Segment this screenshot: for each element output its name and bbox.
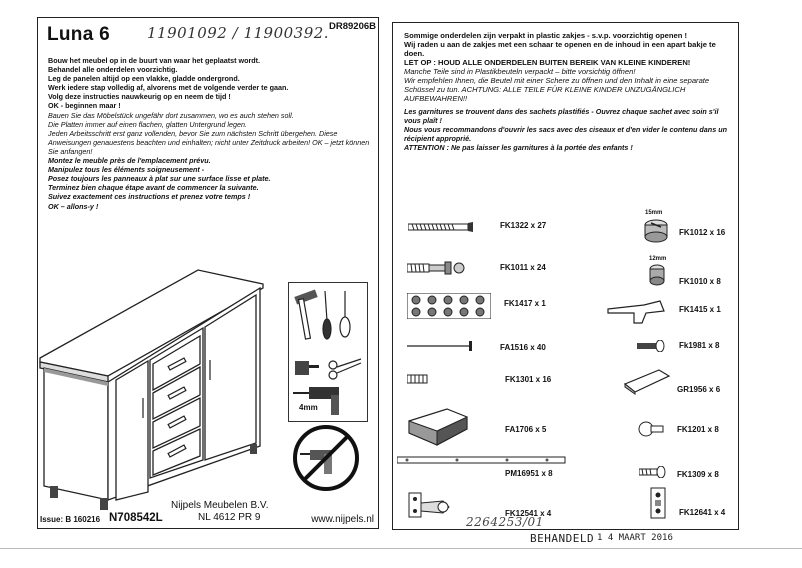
knob-sheet-icon bbox=[407, 293, 491, 319]
part-code: FA1516 x 40 bbox=[500, 343, 546, 352]
instruction-line: OK – allons-y ! bbox=[48, 201, 99, 211]
part-code: FK12541 x 4 bbox=[505, 509, 552, 518]
stamp-date: 1 4 MAART 2016 bbox=[597, 533, 673, 543]
received-stamp: BEHANDELD bbox=[530, 532, 595, 545]
company-website: www.nijpels.nl bbox=[311, 514, 374, 525]
instruction-line: Suivez exactement ces instructions et prenez votre temps ! bbox=[48, 192, 251, 202]
instruction-line: Terminez bien chaque étape avant de commencer la suivante. bbox=[48, 183, 259, 193]
instruction-line: Wir empfehlen Ihnen, die Beutel mit einer Schere zu öffnen und den Inhalt in eine separate Schüssel zu tun. ACHTUNG: ALLE TEILE FÜR KLEINE KINDER UNZUGÄNGLICH AUFBEWAHREN!! bbox=[404, 76, 710, 103]
part-code: FK12641 x 4 bbox=[679, 508, 726, 517]
screwdriver-icon bbox=[323, 291, 350, 339]
mounting-plate-icon bbox=[649, 486, 667, 520]
issue-number: Issue: B 160216 bbox=[40, 515, 101, 524]
instruction-cover-panel bbox=[37, 17, 379, 529]
part-code: PM16951 x 8 bbox=[505, 469, 553, 478]
hammer-icon bbox=[294, 289, 317, 339]
wooden-dowel-icon bbox=[623, 368, 673, 396]
instruction-line: Behandel alle onderdelen voorzichtig. bbox=[48, 65, 178, 75]
parts-list-panel bbox=[392, 22, 739, 530]
instruction-line: Manipulez tous les éléments soigneusement - bbox=[48, 165, 205, 175]
dimension-label: 12mm bbox=[649, 256, 667, 262]
instruction-line: Sommige onderdelen zijn verpakt in plastic zakjes - s.v.p. voorzichtig openen ! bbox=[404, 31, 688, 40]
tools-illustration bbox=[289, 283, 367, 421]
part-code: FK1012 x 16 bbox=[679, 228, 726, 237]
instruction-line: Werk iedere stap volledig af, alvorens met de volgende verder te gaan. bbox=[48, 83, 289, 93]
instruction-line: OK - beginnen maar ! bbox=[48, 101, 121, 111]
drawer-runner-icon bbox=[397, 455, 567, 465]
assembly-instructions bbox=[48, 56, 374, 211]
issue-code: N708542L bbox=[109, 512, 163, 524]
dimension-label: 15mm bbox=[645, 210, 663, 216]
instruction-line: Posez toujours les panneaux à plat sur une surface lisse et plate. bbox=[48, 174, 271, 184]
product-title: Luna 6 bbox=[47, 24, 111, 45]
part-code: Fk1981 x 8 bbox=[679, 341, 720, 350]
cam-nut-icon bbox=[647, 263, 667, 287]
instruction-line: Jeden Arbeitsschritt erst ganz vollenden, bevor Sie zum nächsten Schritt übergehen. Diese Anweisungen genauestens beachten und einhalten; nicht unter Zeitdruck arbeiten! OK – jetzt können Sie anfangen! bbox=[48, 128, 370, 156]
wood-screw-icon bbox=[408, 222, 474, 232]
instruction-line: ATTENTION : Ne pas laisser les garnitures à la portée des enfants ! bbox=[404, 143, 633, 152]
no-power-drill-icon bbox=[290, 422, 362, 494]
cam-lock-icon bbox=[643, 217, 669, 243]
instruction-line: Bauen Sie das Möbelstück ungefähr dort zusammen, wo es auch stehen soll. bbox=[48, 110, 294, 120]
small-screw-icon bbox=[639, 466, 667, 478]
handwritten-order-number: 2264253/01 bbox=[466, 515, 544, 529]
instruction-line: Les garnitures se trouvent dans des sachets plastifiés - Ouvrez chaque sachet avec soin s'il vous plaît ! bbox=[404, 107, 719, 125]
part-code: FK1010 x 8 bbox=[679, 277, 721, 286]
instruction-line: Wij raden u aan de zakjes met een schaar te openen en de inhoud in een apart bakje te doen. bbox=[404, 40, 716, 58]
instruction-line: Montez le meuble près de l'emplacement prévu. bbox=[48, 156, 211, 166]
handwritten-article-numbers: 11901092 / 11900392. bbox=[147, 24, 330, 42]
company-address: NL 4612 PR 9 bbox=[198, 512, 261, 523]
company-name: Nijpels Meubelen B.V. bbox=[171, 500, 269, 511]
part-code: GR1956 x 6 bbox=[677, 385, 721, 394]
part-code: FA1706 x 5 bbox=[505, 425, 547, 434]
instruction-line: Die Platten immer auf einen flachen, glatten Untergrund legen. bbox=[48, 119, 247, 129]
shelf-pin-icon bbox=[637, 421, 665, 437]
instruction-line: LET OP : HOUD ALLE ONDERDELEN BUITEN BEREIK VAN KLEINE KINDEREN! bbox=[404, 58, 691, 67]
part-code: FK1011 x 24 bbox=[500, 263, 546, 272]
part-code: FK1309 x 8 bbox=[677, 470, 719, 479]
part-code: FK1417 x 1 bbox=[504, 299, 546, 308]
instruction-line: Manche Teile sind in Plastikbeuteln verpackt – bitte vorsichtig öffnen! bbox=[404, 67, 636, 76]
scan-edge-line bbox=[0, 548, 802, 549]
cabinet-hinge-icon bbox=[407, 485, 451, 521]
instruction-line: Bouw het meubel op in de buurt van waar het geplaatst wordt. bbox=[48, 56, 261, 65]
package-warnings bbox=[404, 31, 734, 152]
hinge-clip-icon bbox=[606, 299, 668, 325]
tools-required-box bbox=[288, 282, 368, 422]
drawing-code: DR89206B bbox=[329, 21, 376, 32]
cam-bolt-icon bbox=[407, 261, 471, 275]
part-code: FK1201 x 8 bbox=[677, 425, 719, 434]
instruction-line: Leg de panelen altijd op een vlakke, gladde ondergrond. bbox=[48, 74, 240, 84]
sideboard-illustration bbox=[38, 268, 288, 516]
drill-bit-size: 4mm bbox=[299, 403, 318, 412]
scissors-icon bbox=[329, 359, 361, 379]
tape-measure-icon bbox=[295, 361, 319, 375]
nail-icon bbox=[407, 341, 475, 351]
instruction-line: Nous vous recommandons d'ouvrir les sacs avec des ciseaux et d'en vider le contenu dans un récipient approprié. bbox=[404, 125, 727, 143]
part-code: FK1322 x 27 bbox=[500, 221, 547, 230]
part-code: FK1301 x 16 bbox=[505, 375, 552, 384]
insert-icon bbox=[407, 373, 431, 385]
part-code: FK1415 x 1 bbox=[679, 305, 721, 314]
short-screw-icon bbox=[637, 340, 665, 352]
instruction-line: Volg deze instructies nauwkeurig op en neem de tijd ! bbox=[48, 92, 231, 102]
corner-block-icon bbox=[407, 407, 471, 447]
